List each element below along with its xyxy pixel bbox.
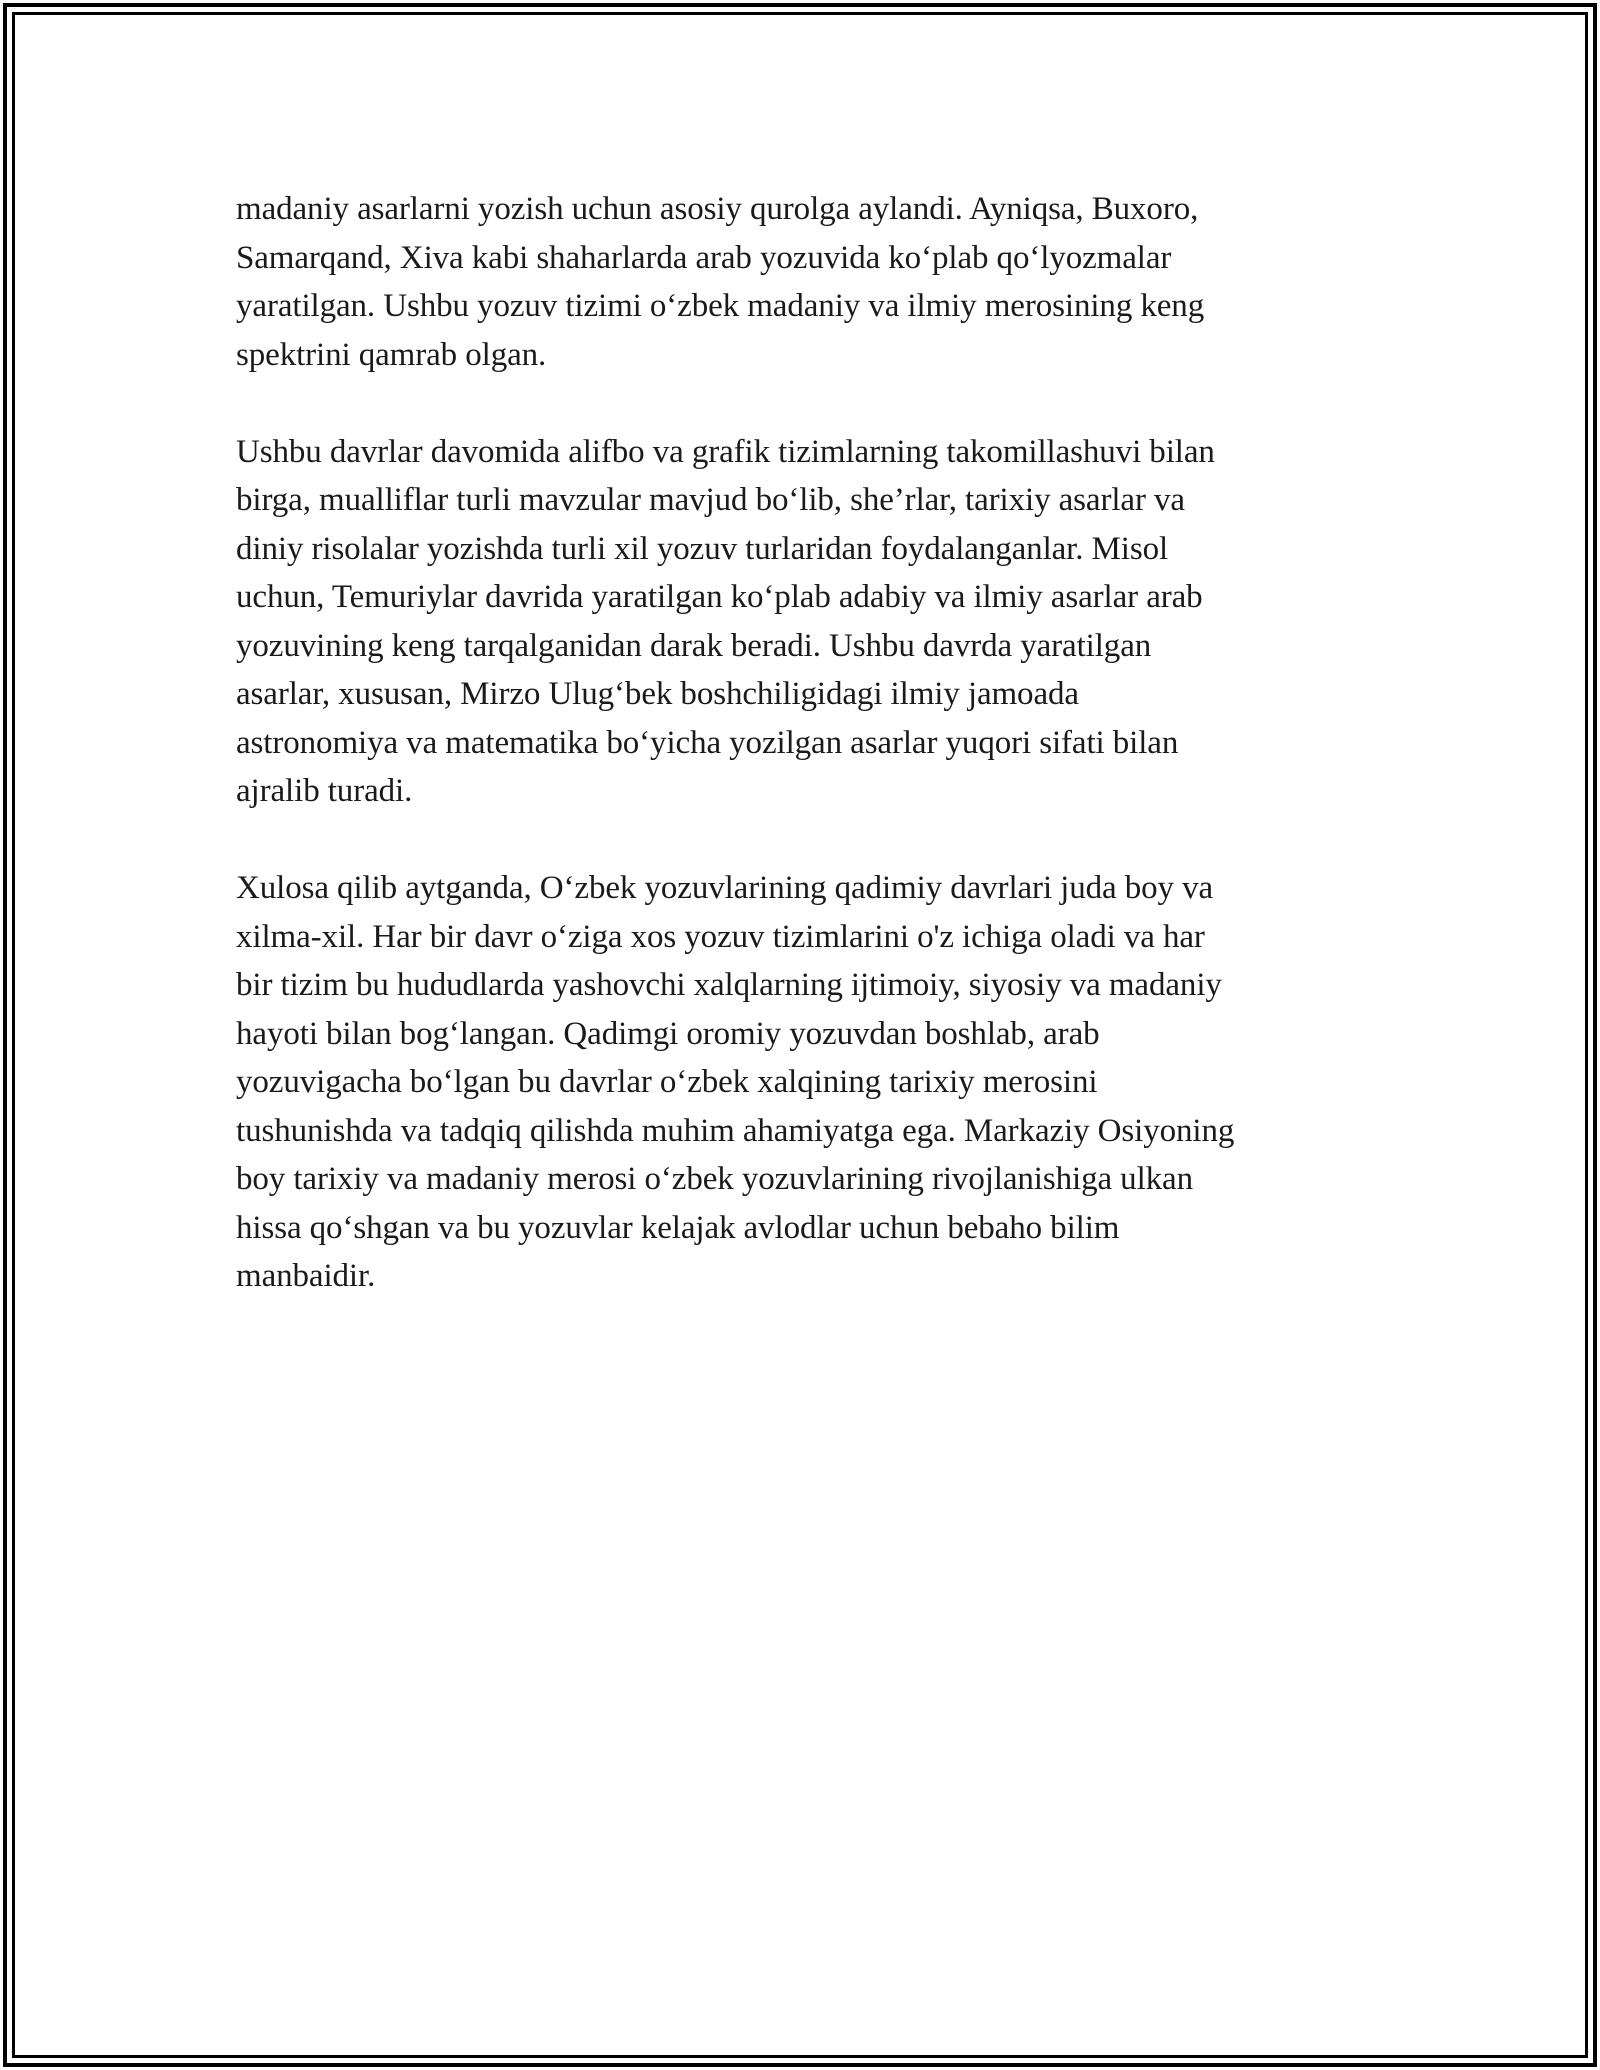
text-line: tushunishda va tadqiq qilishda muhim ahamiyatga ega. Markaziy Osiyoning <box>236 1112 1235 1149</box>
text-line: madaniy asarlarni yozish uchun asosiy qurolga aylandi. Ayniqsa, Buxoro, <box>236 191 1199 227</box>
text-line: asarlar, xususan, Mirzo Ulug‘bek boshchiligidagi ilmiy jamoada <box>236 676 1079 712</box>
text-line: uchun, Temuriylar davrida yaratilgan ko‘plab adabiy va ilmiy asarlar arab <box>236 579 1203 615</box>
text-line: bir tizim bu hududlarda yashovchi xalqlarning ijtimoiy, siyosiy va madaniy <box>236 967 1222 1003</box>
paragraph-1 <box>236 185 1366 379</box>
paragraph-2 <box>236 428 1366 816</box>
text-line: Xulosa qilib aytganda, O‘zbek yozuvlarining qadimiy davrlari juda boy va <box>236 870 1214 906</box>
text-line: Ushbu davrlar davomida alifbo va grafik tizimlarning takomillashuvi bilan <box>236 433 1215 470</box>
text-line: astronomiya va matematika bo‘yicha yozilgan asarlar yuqori sifati bilan <box>236 724 1179 761</box>
text-line: Samarqand, Xiva kabi shaharlarda arab yozuvida ko‘plab qo‘lyozmalar <box>236 239 1172 276</box>
text-line: hissa qo‘shgan va bu yozuvlar kelajak avlodlar uchun bebaho bilim <box>236 1209 1120 1246</box>
text-line: yozuvining keng tarqalganidan darak beradi. Ushbu davrda yaratilgan <box>236 627 1152 664</box>
text-line: birga, mualliflar turli mavzular mavjud bo‘lib, she’rlar, tarixiy asarlar va <box>236 482 1185 518</box>
text-line: yozuvigacha bo‘lgan bu davrlar o‘zbek xalqining tarixiy merosini <box>236 1064 1098 1100</box>
body-text <box>236 185 1366 1349</box>
text-line: diniy risolalar yozishda turli xil yozuv turlaridan foydalanganlar. Misol <box>236 530 1169 567</box>
text-line: manbaidir. <box>236 1258 376 1294</box>
text-line: xilma-xil. Har bir davr o‘ziga xos yozuv tizimlarini o'z ichiga oladi va har <box>236 918 1205 955</box>
paragraph-3 <box>236 864 1366 1301</box>
text-line: spektrini qamrab olgan. <box>236 336 547 373</box>
text-line: hayoti bilan bog‘langan. Qadimgi oromiy yozuvdan boshlab, arab <box>236 1015 1100 1052</box>
text-line: boy tarixiy va madaniy merosi o‘zbek yozuvlarining rivojlanishiga ulkan <box>236 1161 1193 1197</box>
text-line: yaratilgan. Ushbu yozuv tizimi o‘zbek madaniy va ilmiy merosining keng <box>236 288 1205 324</box>
text-line: ajralib turadi. <box>236 773 413 809</box>
